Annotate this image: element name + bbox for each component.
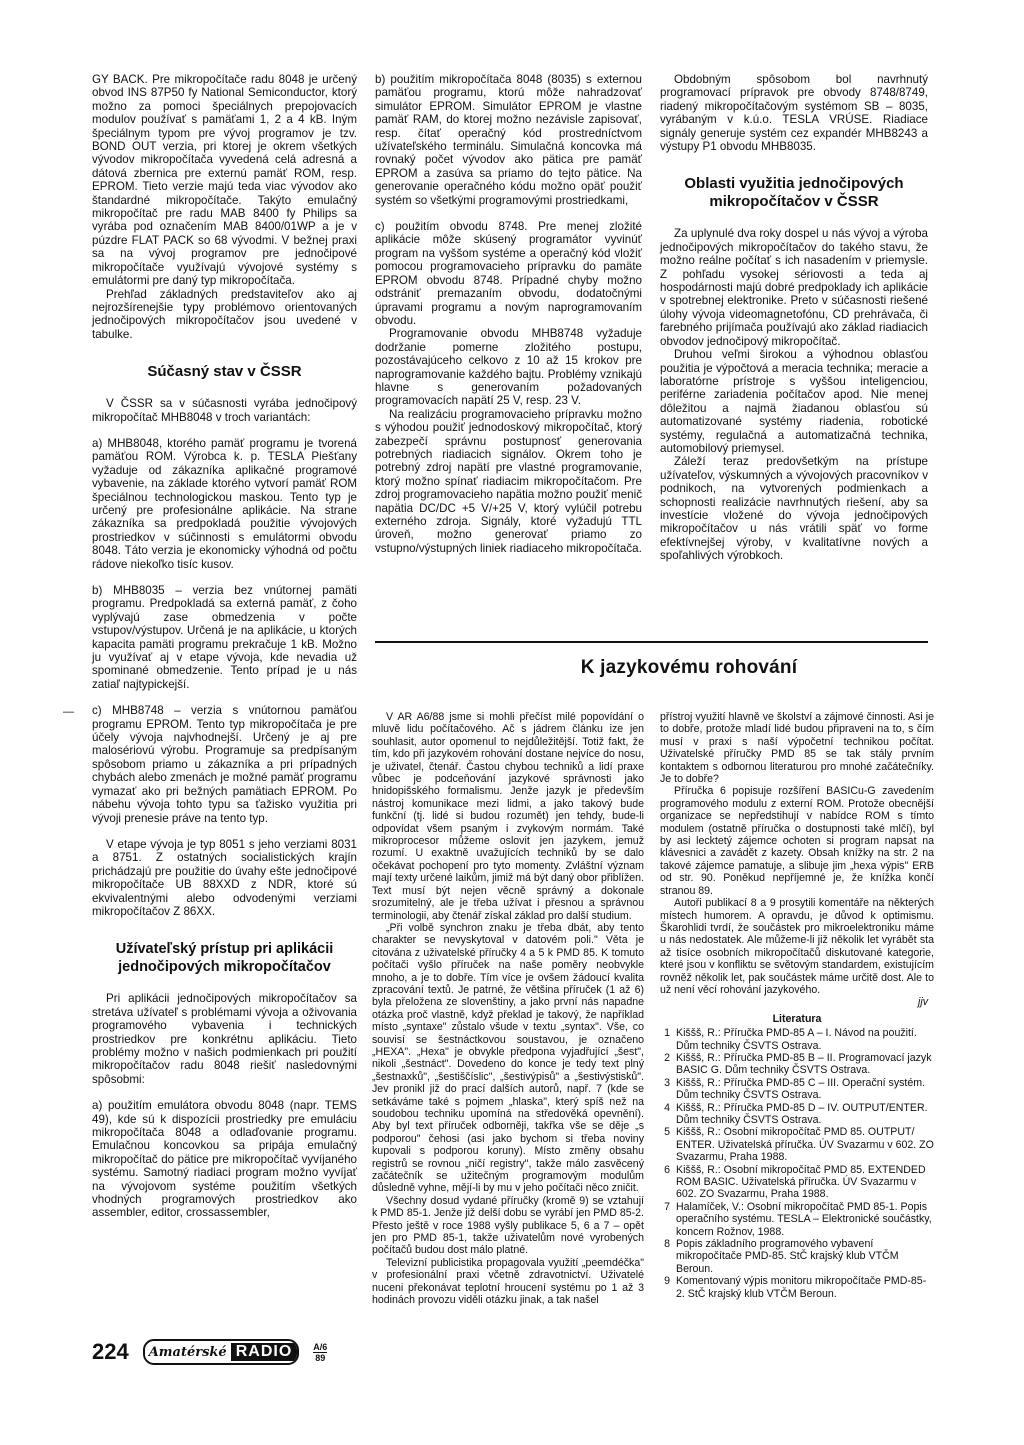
col2-paragraph: c) použitím obvodu 8748. Pre menej zložité aplikácie môže skúsený programátor vyvinúť program na vyššom systéme a operačný kód vložiť pomocou programovacieho prípravku do pamäte EPROM obvodu 8748. Prípadné chyby možno odstrániť premazaním obvodu, dodatočnými úpravami programu a novým naprogramovaním obvodu.: [375, 220, 642, 327]
section-heading: Oblasti využitia jednočipových mikropočítačov v ČSSR: [684, 175, 904, 211]
reference-item: 1 Kiššš, R.: Příručka PMD-85 A – I. Návod na použití. Dům techniky ČSVTS Ostrava.: [664, 1027, 917, 1052]
column-5: [660, 711, 934, 1300]
column-3: [660, 73, 928, 563]
col1-paragraph: b) MHB8035 – verzia bez vnútornej pamäti programu. Predpokladá sa externá pamäť, z čoho vyplývajú zase obmedzenia v počte vstupov/výstupov. Určená je na aplikácie, u ktorých kapacita pamäti programu prekračuje 1 kB. Možno ju využívať aj v etape vývoja, kde nevadia už spominané obmedzenie. Tento prípad je u nás zatiaľ najtypickejší.: [92, 584, 357, 691]
reference-item: 7 Halamíček, V.: Osobní mikropočítač PMD 85-1. Popis operačního systému. TESLA – Elektronické součástky, koncern Rožnov, 1988.: [664, 1200, 932, 1238]
author-signature: jjv: [917, 996, 928, 1009]
col5-paragraph: přístroj využití hlavně ve školství a zájmové činnosti. Asi je to dobře, protože mladí lidé budou připraveni na to, s čím musí v praxi s naší výpočetní technikou počítat. Uživatelské příručky PMD 85 se tak stály prvním kontaktem s odbornou literaturou pro mnohé začátečníky. Je to dobře?: [660, 711, 934, 786]
column-2: [375, 73, 642, 555]
magazine-logo: [143, 1339, 300, 1365]
page-number: 224: [92, 1339, 129, 1364]
logo-left-text: Amatérské: [145, 1345, 231, 1360]
column-1: [92, 73, 357, 1220]
section-heading: Súčasný stav v ČSSR: [147, 363, 302, 381]
references: [660, 1013, 934, 1300]
col1-paragraph: V ČSSR sa v súčasnosti vyrába jednočipový mikropočítač MHB8048 v troch variantách:: [92, 397, 357, 424]
col2-paragraph: Programovanie obvodu MHB8748 vyžaduje dodržanie pomerne zložitého postupu, pozostávajúceho celkovo z 10 až 15 krokov pre naprogramovanie každého bajtu. Problémy vznikajú hlavne s generovaním požadovaných programovacích napätí 25 V, resp. 23 V.: [375, 327, 642, 408]
reference-item: 8 Popis základního programového vybavení mikropočítače PMD-85. StČ krajský klub VTČM Beroun.: [664, 1238, 899, 1275]
col4-paragraph: Televizní publicistika propagovala využití „peemdéčka" v profesionální praxi včetně zdravotnictví. Uživatelé nuceni překonávat teplotní hroucení systému po 1 až 3 hodinách provozu viděli otázku jinak, a tak našel: [372, 1256, 644, 1307]
reference-item: 3 Kiššš, R.: Příručka PMD-85 C – III. Operační systém. Dům techniky ČSVTS Ostrava.: [664, 1076, 926, 1102]
column-4: [372, 711, 644, 1307]
logo-right-text: RADIO: [231, 1343, 298, 1361]
col1-paragraph: a) MHB8048, ktorého pamäť programu je tvorená pamäťou ROM. Výrobca k. p. TESLA Piešťany vyžaduje od zákazníka aplikačné programové vybavenie, na základe ktorého vytvorí pamäť ROM špeciálnou technologickou maskou. Tento typ je určený pre profesionálne aplikácie. Na strane zákazníka sa predpokladá použitie vývojových prostriedkov v súčinnosti s emulátormi obvodu 8048. Táto verzia je ekonomicky výhodná od počtu rádove niekoľko tisíc kusov.: [92, 436, 357, 571]
col5-paragraph: Autoři publikací 8 a 9 prosytili komentáře na některých místech humorem. A opravdu, je důvod k optimismu. Škarohlidi tvrdí, že součástek pro mikroelektroniku máme u nás nedostatek. Ale můžeme-li již několik let vyrábět sta až tisíce osobních mikropočítačů diskutované kategorie, které jsou v konfliktu se světovým standardem, existujícím rovněž několik let, pak součástek máme určitě dost. Ale to už není věcí rohování jazykového.: [660, 897, 934, 996]
reference-item: 2 Kiššš, R.: Příručka PMD-85 B – II. Programovací jazyk BASIC G. Dům techniky ČSVTS Ostrava.: [664, 1051, 932, 1077]
col5-paragraph: Příručka 6 popisuje rozšíření BASICu-G zavedením programového modulu z externí ROM. Protože obecnější organizace se nepředstihují v nabídce ROM s tímto modulem (ostatně příručka o dostupnosti také mlčí), byl by asi lecktetý zájemce ochoten si program napsat na klávesnici a zavádět z kazety. Obsah knížky na str. 2 na takové zájemce pamatuje, a slibuje jim „hexa výpis" ERB od str. 90. Poněkud nepříjemné je, že knížka končí stranou 89.: [660, 785, 934, 897]
col3-paragraph: Obdobným spôsobom bol navrhnutý programovací prípravok pre obvody 8748/8749, riadený mikropočítačovým systémom SB – 8035, vyrábaným v k.ú.o. TESLA VRÚSE. Riadiace signály generuje systém cez expandér MHB8243 a výstupy P1 obvodu MHB8035.: [660, 73, 928, 154]
page-footer: [92, 1332, 327, 1372]
references-title: Literatura: [772, 1012, 822, 1025]
reference-item: 6 Kiššš, R.: Osobní mikropočítač PMD 85. EXTENDED ROM BASIC. Uživatelská příručka. ÚV Svazarmu v 602. ZO Svazarmu, Praha 1988.: [664, 1163, 926, 1201]
issue-number: A/6 89: [313, 1341, 328, 1363]
col3-paragraph: Záleží teraz predovšetkým na prístupe užívateľov, výskumných a vývojových pracovníkov v podnikoch, na vytvorených podmienkach a schopnosti realizácie navrhnutých riešení, aby sa investície vložené do vývoja jednočipových mikropočítačov u nás vrátili späť vo forme efektívnejšej výroby, v kvalitatívne nových a spoľahlivých výrobkoch.: [660, 455, 928, 563]
reference-item: 5 Kiššš, R.: Osobní mikropočítač PMD 85. OUTPUT/ ENTER. Uživatelská příručka. ÚV Svazarmu v 602. ZO Svazarmu, Praha 1988.: [664, 1126, 934, 1164]
col4-paragraph: V AR A6/88 jsme si mohli přečíst milé popovídání o mluvě lidu počítačového. Ač s jádrem článku ize jen souhlasit, autor opomenul to nejdůležitější. Totiž fakt, že tím, kdo při jazykovém rohování dostane nejvíce do nosu, je uživatel, čtenář. Častou chybou techniků a lidí praxe vůbec je podceňování jazykové správnosti jako hnidopišského formalismu. Jenže jazyk je především nástroj komunikace mezi lidmi, a jako takový bude funkční (tj. lidé si budou rozumět) jen tehdy, bude-li odpovídat všem psaným i zvykovým normám. Také mikroprocesor můžeme oslovit jen jazykem, jemuž rozumí. U exaktně uvažujících techniků by se dalo očekávat pochopení pro tyto momenty. Zvláštní význam mají texty určené laikům, jimiž má být daný obor přiblížen. Text musí být nejen věcně správný a dokonale srozumitelný, ale je třeba užívat i přesnou a správnou terminologii, aby čtenář získal základ pro další studium.: [372, 711, 645, 922]
col2-paragraph: b) použitím mikropočítača 8048 (8035) s externou pamäťou programu, ktorú môže nahradzovať simulátor EPROM. Simulátor EPROM je vlastne pamäť RAM, do ktorej možno nezávisle zapisovať, resp. čítať operačný kód prostredníctvom užívateľského terminálu. Simulačná koncovka má rovnaký počet vývodov ako pätica pre pamäť EPROM a zasúva sa priamo do tejto pätice. Na generovanie operačného kódu možno opäť použiť systém so všetkými programovými prostriedkami,: [375, 73, 642, 207]
col2-paragraph: Na realizáciu programovacieho prípravku možno s výhodou použiť jednodoskový mikropočítač, ktorý zabezpečí správnu postupnosť generovania potrebných riadiacich signálov. Okrem toho je potrebný zdroj napätí pre vlastné programovanie, ktorý možno spínať riadiacim mikropočítačom. Pre zdroj programovacieho napätia možno použiť menič napätia DC/DC +5 V/+25 V, ktorý vylúčil potrebu externého zdroja. Signály, ktoré vyžadujú TTL úroveň, možno generovať priamo zo vstupno/výstupných liniek riadiaceho mikropočítača.: [375, 407, 642, 555]
reference-item: 9 Komentovaný výpis monitoru mikropočítače PMD-85-2. StČ krajský klub VTČM Beroun.: [664, 1275, 927, 1300]
col4-paragraph: Všechny dosud vydané příručky (kromě 9) se vztahují k PMD 85-1. Jenže již delší dobu se vyrábí jen PMD 85-2. Přesto ještě v roce 1988 vyšly publikace 5, 6 a 7 – opět jen pro PMD 85-1, takže uživatelům nové vyrobených počítačů budou dost málo platné.: [372, 1194, 644, 1257]
section-divider: [375, 641, 928, 643]
section-heading: Užívateľský prístup pri aplikácii jednočipových mikropočítačov: [115, 941, 334, 976]
col3-paragraph: Za uplynulé dva roky dospel u nás vývoj a výroba jednočipových mikropočítačov do takého stavu, že možno reálne počítať s ich nasadením v priemysle. Z pohľadu vysokej sériovosti a teda aj hospodárnosti majú dobré predpoklady ich aplikácie v spotrebnej elektronike. Preto v súčasnosti riešené úlohy vývoja videomagnetofónu, CD prehrávača, či farebného prijímača používajú ako základ riadiacich obvodov jednočipový mikropočítač.: [660, 227, 928, 348]
col3-paragraph: Druhou veľmi širokou a výhodnou oblasťou použitia je výpočtová a meracia technika; meracie a laboratórne prístroje s vyššou inteligenciou, periférne zariadenia počítačov apod. Nie menej dôležitou a najmä žiadanou oblasťou sú automatizované systémy riadenia, robotické systémy, regulačná a automatizačná technika, automobilový priemysel.: [660, 348, 928, 455]
margin-mark: —: [63, 706, 74, 718]
col1-paragraph: V etape vývoja je typ 8051 s jeho verziami 8031 a 8751. Z ostatných socialistických krajín prichádzajú pre použitie do úvahy ešte jednočipové mikropočítače UB 88XXD z NDR, ktoré sú ekvivalentnými alebo odvodenými verziami mikropočítačov Z 86XX.: [92, 837, 357, 918]
col1-paragraph: c) MHB8748 – verzia s vnútornou pamäťou programu EPROM. Tento typ mikropočítača je pre účely vývoja najvhodnejší. Určený je aj pre malosériovú výrobu. Programuje sa predpísaným spôsobom priamo u zákazníka a pri prípadných chybách alebo zmenách je možné pamäť programu vymazať ako pri bežných pamätiach EPROM. Po nábehu vývoja tohto typu sa ťažisko využitia pri vývoji prenesie práve na tento typ.: [92, 704, 357, 825]
article-title: K jazykovému rohování: [580, 657, 798, 678]
reference-item: 4 Kiššš, R.: Příručka PMD-85 D – IV. OUTPUT/ENTER. Dům techniky ČSVTS Ostrava.: [664, 1101, 928, 1126]
col1-paragraph: Pri aplikácii jednočipových mikropočítačov sa stretáva užívateľ s problémami vývoja a oživovania programového vybavenia i technických prostriedkov pre konkrétnu aplikáciu. Tieto problémy možno v našich podmienkach pri použití mikropočítačov radu 8048 riešiť nasledovnými spôsobmi:: [92, 992, 357, 1086]
col1-paragraph: GY BACK. Pre mikropočítače radu 8048 je určený obvod INS 87P50 fy National Semiconductor, ktorý možno za pomoci špeciálnych prepojovacích modulov používať s pamäťami 1, 2 a 4 kB. Iným špeciálnym typom pre vývoj programov je tzv. BOND OUT verzia, pri ktorej je okrem všetkých vývodov mikropočítača vyvedená celá adresná a dátová zbernica pre externú pamäť ROM, resp. EPROM. Tieto verzie majú teda viac vývodov ako štandardné mikropočítače. Takýto emulačný mikropočítač pre radu MAB 8400 fy Philips sa vyrába pod označením MAB 8400/01WP a je v púzdre FLAT PACK so 68 vývodmi. V bežnej praxi sa na vývoj programov pre jednočipové mikropočítače využívajú vývojové systémy s emulátormi pre daný typ mikropočítača.: [92, 73, 357, 288]
col1-paragraph: Prehľad základných predstaviteľov ako aj nejrozšírenejšie typy problémovo orientovaných jednočipových mikropočítačov jsou uvedené v tabulke.: [92, 287, 357, 341]
col4-paragraph: „Při volbě synchron znaku je třeba dbát, aby tento charakter se nevyskytoval v datovém poli." Věta je citována z uživatelské příručky 4 a 5 k PMD 85. K tomuto počítači vyšlo příruček na naše poměry neobvykle mnoho, a je to dobře. Tím více je ovšem žádoucí kvalita zpracování textů. Je patrné, že většina příruček (1 až 6) byla přeložena ze slovenštiny, a jako první nás napadne otázka proč vlastně, když překlad je takový, že například místo „syntaxe" zůstalo všude v textu „syntax". Vše, co souvisí se šestnáctkovou soustavou, je označeno „HEXA". „Hexa" je obvykle předpona vyjadřující „šest", nikoli „šestnáct". Dovedeno do konce je tedy text plný „šestnaxků", „šestiščíslic", „šestivýpisů" a „šestivýstisků". Jev pronikl již do prací dalších autorů, např. 7 (kde se setkáváme také s pojmem „hlaska", který spíš než na soudobou techniku upomíná na středověká opevnění). Aby byl text příruček odborněji, takřka vše se děje „s podporou" čehosi (asi jako bychom si třeba noviny kupovali s podporou koruny). Místo změny obsahu registrů se rovnou „ničí registry", takže málo zasvěcený začátečník se užitečným programovým modulům důsledně vyhne, mějí-li by mu v jeho počítači něco zničit.: [372, 921, 644, 1195]
col1-paragraph: a) použitím emulátora obvodu 8048 (napr. TEMS 49), kde sú k dispozícii prostriedky pre emuláciu mikropočítača 8048 a odlaďovanie programu. Emulačnou koncovkou sa pripája emulačný mikropočítač do pätice pre mikropočítač vyvíjaného systému. Samotný riadiaci program možno vyvíjať na vývojovom systéme použitím všetkých vhodných programových prostriedkov ako assembler, editor, crossassembler,: [92, 1099, 357, 1220]
